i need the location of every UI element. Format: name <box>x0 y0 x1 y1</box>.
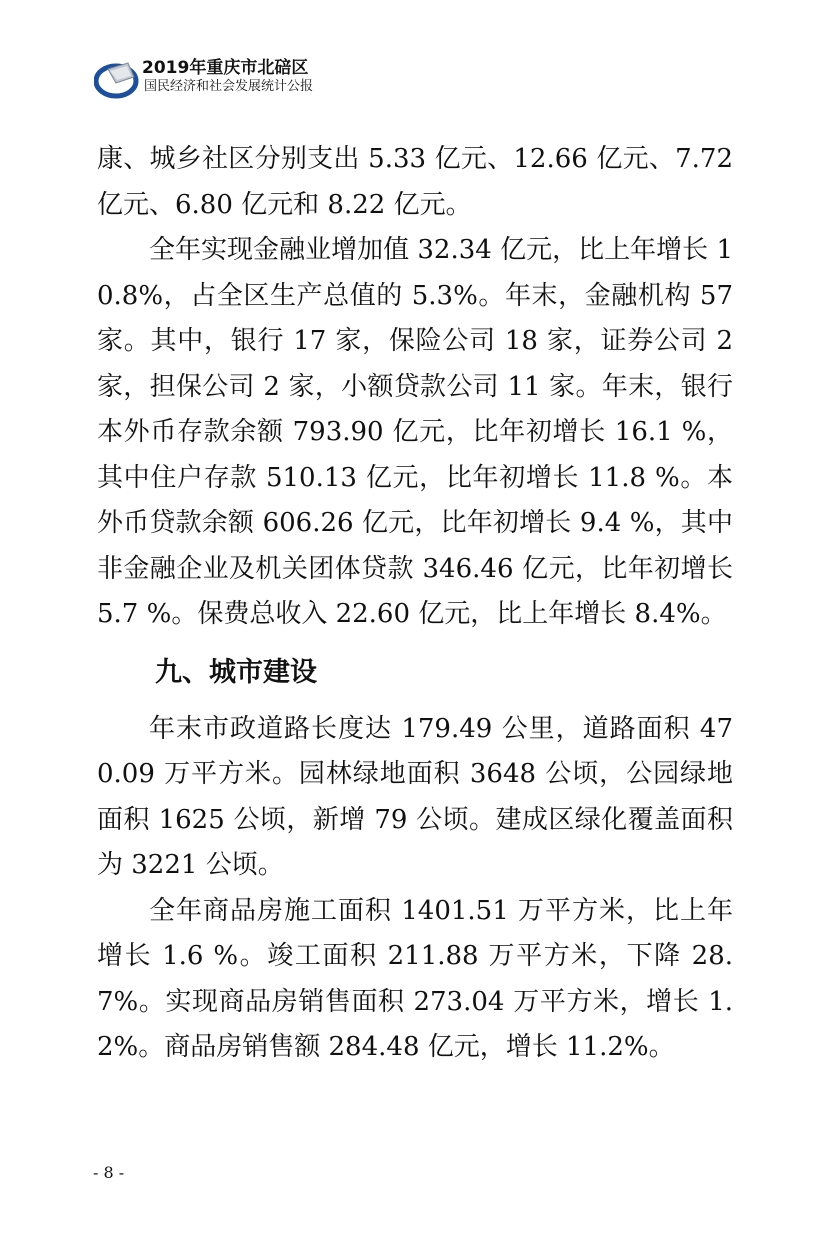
paragraph-roads-greenery: 年末市政道路长度达 179.49 公里，道路面积 470.09 万平方米。园林绿地面积 3648 公顷，公园绿地面积 1625 公顷，新增 79 公顷。建成区绿化覆盖面积为 3221 公顷。 <box>97 713 733 880</box>
paragraph-continued: 康、城乡社区分别支出 5.33 亿元、12.66 亿元、7.72 亿元、6.80 亿元和 8.22 亿元。 <box>97 144 733 220</box>
document-body <box>97 137 733 1071</box>
page-number: - 8 - <box>93 1163 125 1182</box>
document-header <box>94 55 354 105</box>
section-heading: 九、城市建设 <box>155 656 317 688</box>
header-title: 2019年重庆市北碚区 <box>142 58 309 78</box>
paragraph-finance: 全年实现金融业增加值 32.34 亿元，比上年增长 10.8%，占全区生产总值的 5.3%。年末，金融机构 57 家。其中，银行 17 家，保险公司 18 家，证券公司 2 家，担保公司 2 家，小额贷款公司 11 家。年末，银行本外币存款余额 793.90 亿元，比年初增长 16.1 %，其中住户存款 510.13 亿元，比年初增长 11.8 %。本外币贷款余额 606.26 亿元，比年初增长 9.4 %，其中非金融企业及机关团体贷款 346.46 亿元，比年初增长 5.7 %。保费总收入 22.60 亿元，比上年增长 8.4%。 <box>97 235 733 629</box>
report-logo-icon <box>94 57 142 101</box>
header-subtitle: 国民经济和社会发展统计公报 <box>144 79 314 94</box>
header-text <box>142 58 313 96</box>
paragraph-housing: 全年商品房施工面积 1401.51 万平方米，比上年增长 1.6 %。竣工面积 211.88 万平方米，下降 28.7%。实现商品房销售面积 273.04 万平方米，增长 1.2%。商品房销售额 284.48 亿元，增长 11.2%。 <box>97 895 733 1062</box>
